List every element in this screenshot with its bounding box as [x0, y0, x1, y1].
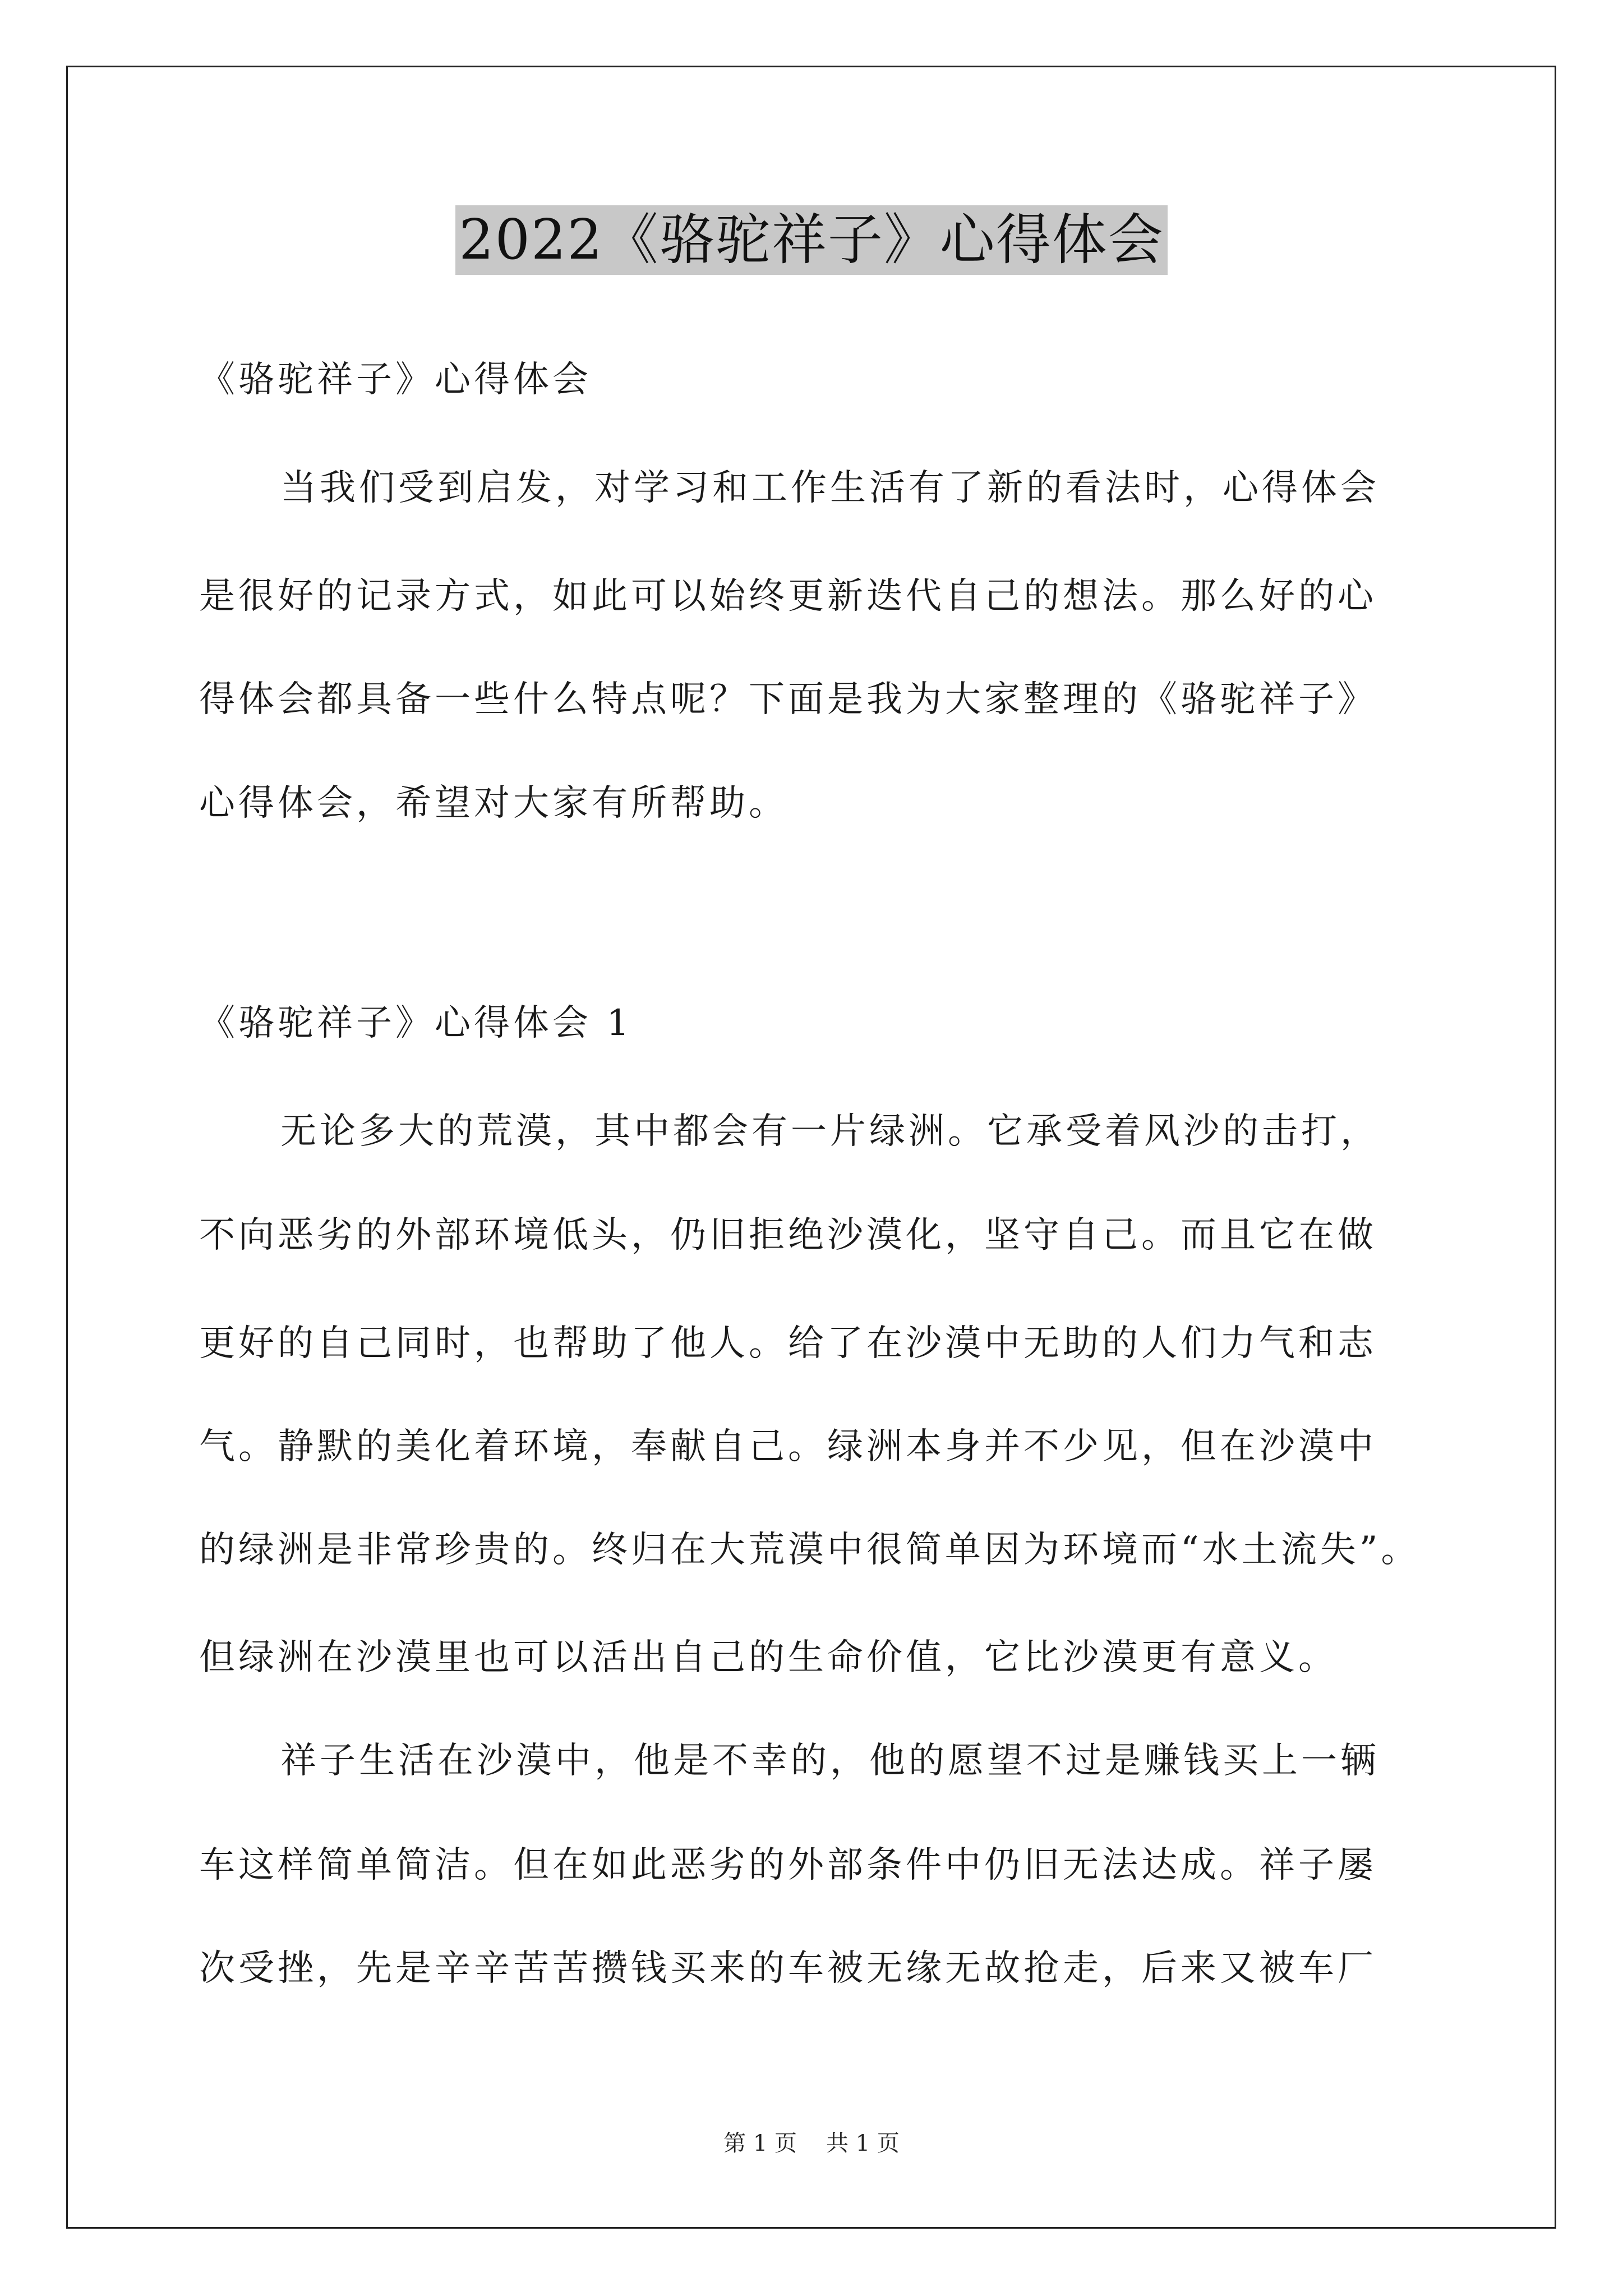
page-total: 共 1 页 [826, 2131, 900, 2156]
paragraph-line: 是很好的记录方式，如此可以始终更新迭代自己的想法。那么好的心 [199, 576, 1377, 617]
paragraph-line: 次受挫，先是辛辛苦苦攒钱买来的车被无缘无故抢走，后来又被车厂 [199, 1948, 1377, 1989]
paragraph-line: 更好的自己同时，也帮助了他人。给了在沙漠中无助的人们力气和志 [199, 1323, 1377, 1364]
paragraph-line: 气。静默的美化着环境，奉献自己。绿洲本身并不少见，但在沙漠中 [199, 1426, 1377, 1467]
paragraph-line: 车这样简单简洁。但在如此恶劣的外部条件中仍旧无法达成。祥子屡 [199, 1844, 1377, 1886]
title-block [0, 205, 1623, 275]
document-title: 2022《骆驼祥子》心得体会 [455, 205, 1167, 275]
paragraph-line: 不向恶劣的外部环境低头，仍旧拒绝沙漠化，坚守自己。而且它在做 [199, 1214, 1377, 1256]
paragraph-line: 的绿洲是非常珍贵的。终归在大荒漠中很简单因为环境而“水土流失”。 [199, 1529, 1421, 1571]
paragraph-line: 无论多大的荒漠，其中都会有一片绿洲。它承受着风沙的击打， [280, 1111, 1380, 1152]
paragraph-line: 但绿洲在沙漠里也可以活出自己的生命价值，它比沙漠更有意义。 [199, 1637, 1338, 1678]
section-heading: 《骆驼祥子》心得体会 1 [199, 1002, 633, 1044]
page-footer [0, 2129, 1623, 2157]
subtitle-line: 《骆驼祥子》心得体会 [199, 359, 592, 401]
paragraph-line: 当我们受到启发，对学习和工作生活有了新的看法时，心得体会 [280, 467, 1380, 509]
page-number: 第 1 页 [723, 2131, 797, 2156]
paragraph-line: 得体会都具备一些什么特点呢？下面是我为大家整理的《骆驼祥子》 [199, 679, 1377, 720]
paragraph-line: 心得体会，希望对大家有所帮助。 [199, 783, 788, 824]
paragraph-line: 祥子生活在沙漠中，他是不幸的，他的愿望不过是赚钱买上一辆 [280, 1740, 1380, 1782]
